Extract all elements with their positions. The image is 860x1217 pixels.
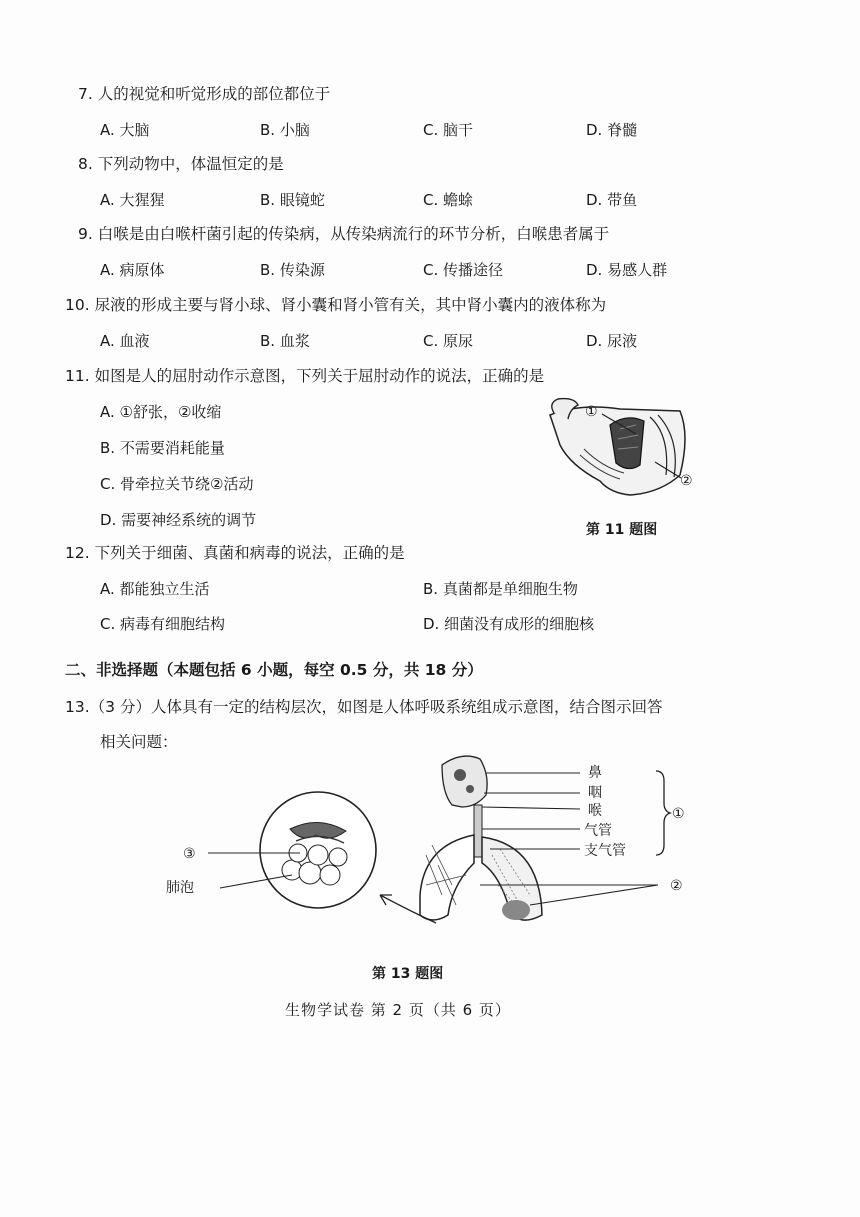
label-1-pointer-line [600,410,640,440]
page-footer: 生物学试卷 第 2 页（共 6 页） [285,1001,511,1019]
q9-option-a: A. 病原体 [100,261,165,279]
label-alveoli: 肺泡 [166,880,194,896]
label-3: ③ [183,846,196,862]
label-trachea: 气管 [584,823,612,839]
q10-option-d: D. 尿液 [586,332,638,350]
q8-option-c: C. 蟾蜍 [423,191,474,209]
label-bronchus: 支气管 [584,843,626,859]
label-pharynx: 咽 [588,785,602,801]
q11-figure-label-1: ① [585,404,598,420]
q9-option-d: D. 易感人群 [586,261,668,279]
q9-stem: 9. 白喉是由白喉杆菌引起的传染病，从传染病流行的环节分析，白喉患者属于 [78,225,610,243]
q12-option-a: A. 都能独立生活 [100,580,210,598]
q10-option-a: A. 血液 [100,332,150,350]
q11-option-d: D. 需要神经系统的调节 [100,511,257,529]
q11-option-a: A. ①舒张，②收缩 [100,403,222,421]
label-group-2: ② [670,878,683,894]
q11-option-b: B. 不需要消耗能量 [100,439,225,457]
q10-stem: 10. 尿液的形成主要与肾小球、肾小囊和肾小管有关，其中肾小囊内的液体称为 [65,296,607,314]
q11-option-c: C. 骨牵拉关节绕②活动 [100,475,254,493]
q12-option-d: D. 细菌没有成形的细胞核 [423,615,595,633]
q8-option-b: B. 眼镜蛇 [260,191,325,209]
q11-stem: 11. 如图是人的屈肘动作示意图，下列关于屈肘动作的说法，正确的是 [65,367,545,385]
q7-option-b: B. 小脑 [260,121,310,139]
q7-option-c: C. 脑干 [423,121,474,139]
q13-figure-caption: 第 13 题图 [372,966,444,982]
q13-stem-line2: 相关问题： [100,733,178,751]
q13-stem-line1: 13.（3 分）人体具有一定的结构层次，如图是人体呼吸系统组成示意图，结合图示回答 [65,698,663,716]
q8-option-d: D. 带鱼 [586,191,638,209]
q7-option-d: D. 脊髓 [586,121,638,139]
q9-option-b: B. 传染源 [260,261,325,279]
q8-stem: 8. 下列动物中，体温恒定的是 [78,155,284,173]
label-nose: 鼻 [588,765,602,781]
q12-option-c: C. 病毒有细胞结构 [100,615,226,633]
q10-option-c: C. 原尿 [423,332,474,350]
label-larynx: 喉 [588,803,602,819]
q12-option-b: B. 真菌都是单细胞生物 [423,580,578,598]
q8-option-a: A. 大猩猩 [100,191,165,209]
q11-figure-caption: 第 11 题图 [586,522,658,538]
label-group-1: ① [672,806,685,822]
q7-option-a: A. 大脑 [100,121,150,139]
q9-option-c: C. 传播途径 [423,261,504,279]
q12-stem: 12. 下列关于细菌、真菌和病毒的说法，正确的是 [65,544,405,562]
q7-stem: 7. 人的视觉和听觉形成的部位都位于 [78,85,331,103]
section2-heading: 二、非选择题（本题包括 6 小题，每空 0.5 分，共 18 分） [65,661,483,679]
q11-figure-label-2: ② [680,473,693,489]
q10-option-b: B. 血浆 [260,332,310,350]
